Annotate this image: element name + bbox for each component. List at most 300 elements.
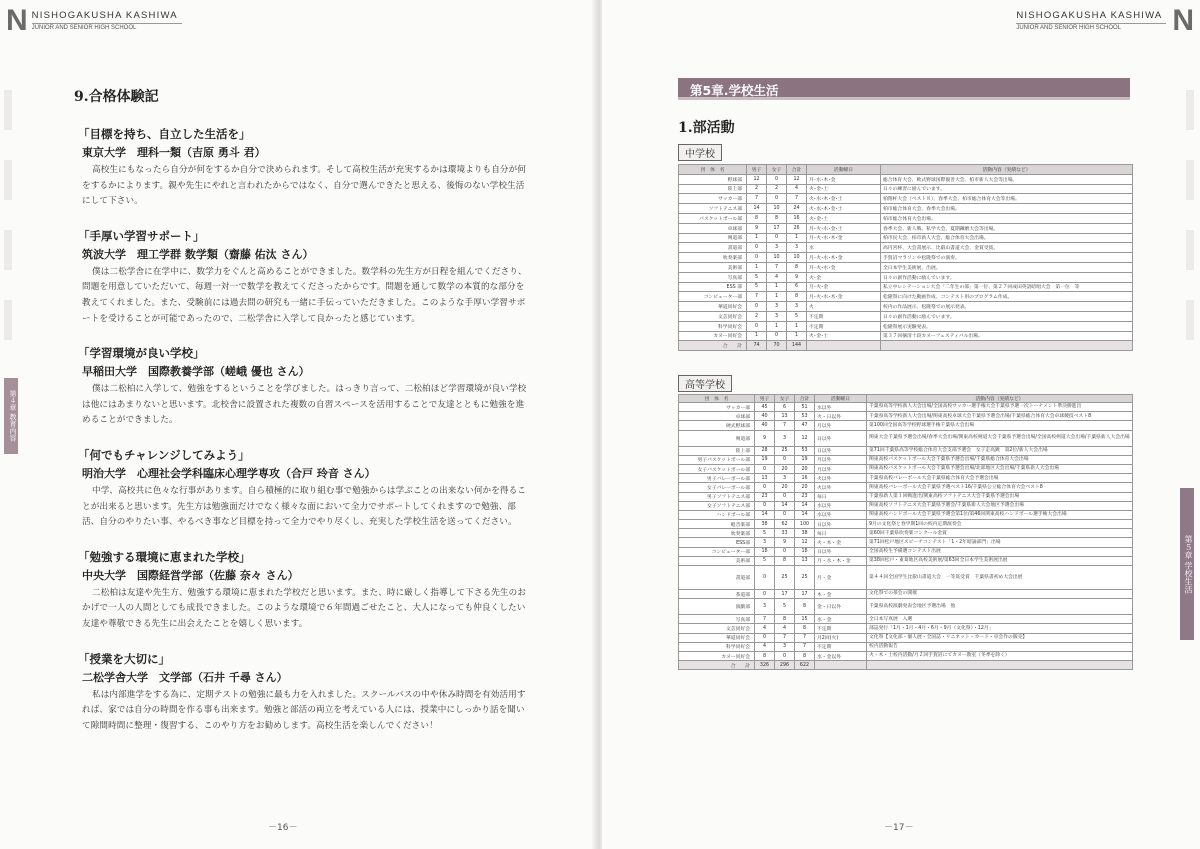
total-cell: 51 [795,403,815,412]
girls-cell: 7 [775,421,795,430]
girls-cell: 4 [767,272,787,282]
activity-cell: 千葉県高等学校新人大会出場/関東高校卓球大会千葉県予選会出場/千葉県総合体育大会卓球競技ベスト8 [867,412,1133,421]
activity-cell: 柏市総合体育大会、春季大会出場。 [881,204,1133,214]
club-name-cell: サッカー部 [679,403,755,412]
activity-cell: 関東高校バスケットボール大会千葉県予選会出場/千葉県総合体育大会出場 [867,455,1133,464]
table-row [679,556,1133,565]
girls-cell: 17 [767,223,787,233]
club-name-cell: カヌー同好会 [679,331,747,341]
club-name-cell: 男子バスケットボール部 [679,455,755,464]
table-row [679,253,1133,263]
girls-cell: 25 [775,446,795,455]
days-cell: 金・日以外 [815,599,867,615]
days-cell: 火・日以外 [815,412,867,421]
boys-cell: 5 [747,272,767,282]
boys-cell: 40 [755,412,775,421]
table-row [679,311,1133,321]
testimonial-body: 中学、高校共に色々な行事があります。自ら積極的に取り組む事で勉強からは学ぶことの出来ない何かを得ることが出来ると思います。先生方は勉強面だけでなく様々な面において全力でサポートしてくれますので勉強、部活、自分のやりたい事、やるべき事など目標を持って全力でやり尽くし、充実した学校生活を送ってください。 [82,485,527,528]
boys-cell: 0 [755,501,775,510]
total-cell: 8 [795,599,815,615]
girls-cell: 1 [767,321,787,331]
girls-cell: 3 [767,302,787,312]
junior-high-club-table [678,164,1133,351]
activity-cell: 部誌発行「1月・1月・4月・6月・9月（文化祭）・12月」 [867,624,1133,633]
faded-index-tabs [4,90,14,370]
activity-cell: 9月の文化祭と春学期1回の校内定期演奏会 [867,520,1133,529]
table-row [679,233,1133,243]
club-name-cell: 吹奏楽部 [679,253,747,263]
total-cell: 7 [795,633,815,642]
club-name-cell: 美術部 [679,262,747,272]
club-name-cell: 合 計 [679,341,747,351]
table-row [679,194,1133,204]
total-cell: 12 [795,538,815,547]
club-name-cell: 書道部 [679,566,755,590]
club-name-cell: 剣道部 [679,233,747,243]
table-row [679,403,1133,412]
girls-cell: 0 [767,174,787,184]
table-row [679,421,1133,430]
testimonial-list [62,126,530,734]
boys-cell: 2 [747,311,767,321]
table-row [679,529,1133,538]
activity-cell: 日々の創作活動に励んでいます。 [881,311,1133,321]
table-row [679,184,1133,194]
testimonial-entry [62,228,530,327]
days-cell: 月･水･木･金 [807,174,881,184]
club-name-cell: 女子バレーボール部 [679,483,755,492]
days-cell [815,661,867,670]
days-cell: 日以外 [815,446,867,455]
total-cell: 3 [787,243,807,253]
total-cell: 24 [787,204,807,214]
testimonial-body: 僕は二松学舎に在学中に、数学力をぐんと高めることができました。数学科の先生方が日程を組んでくださり、問題を用意していただいて、毎週一対一で数学を教えてくださったからです。問題を通して数学の本質的な部分を教えてくれました。また、受験前には過去問の研究も一緒に手伝っていただきました。このような手厚い学習サポートを受けることが可能であったので、二松学舎に入学して良かったと感じています。 [82,266,527,324]
girls-cell: 3 [775,474,795,483]
total-cell: 6 [787,282,807,292]
boys-cell: 45 [755,403,775,412]
activity-cell: 関東高校ソフトテニス大会千葉県予選会/千葉県新人大会地区予選会出場 [867,501,1133,510]
days-cell: 火 [807,302,881,312]
boys-cell: 0 [755,590,775,599]
total-cell: 25 [795,566,815,590]
activity-cell [881,341,1133,351]
activity-cell: 関東高校バスケットボール大会千葉県予選会出場/北部地区大会出場/千葉県新人大会出場 [867,464,1133,473]
girls-cell: 13 [775,412,795,421]
total-cell: 14 [795,501,815,510]
column-header: 活動内容（実績など） [867,395,1133,403]
testimonial-title: 「目標を持ち、自立した生活を」 [78,127,251,141]
total-cell: 38 [795,529,815,538]
club-name-cell: コンピューター部 [679,292,747,302]
school-logo: N [1172,4,1194,37]
activity-cell: 千葉県新人第１回戦進出/関東高校ソフトテニス大会千葉県予選会出場 [867,492,1133,501]
club-name-cell: 卓球部 [679,412,755,421]
activity-cell: 文化祭での茶会の開催 [867,590,1133,599]
club-name-cell: サッカー部 [679,194,747,204]
club-name-cell: ESS部 [679,538,755,547]
girls-cell: 3 [775,642,795,651]
activity-cell: 関東高校ハンドボール大会千葉県予選会第1位/第46回関東高校ハンドボール選手権大会出場 [867,510,1133,519]
table-row [679,566,1133,590]
club-name-cell: 男子ソフトテニス部 [679,492,755,501]
testimonial-author: 東京大学 理科一類（吉原 勇斗 君） [82,146,266,159]
table-row [679,520,1133,529]
section-title: 9.合格体験記 [74,89,159,105]
total-cell: 17 [795,590,815,599]
testimonial-author: 中央大学 国際経営学部（佐藤 奈々 さん） [82,568,299,582]
girls-cell: 3 [767,311,787,321]
activity-cell: 松隆祭展示実験発表。 [881,321,1133,331]
boys-cell: 326 [755,661,775,670]
days-cell: 火･金 [807,272,881,282]
days-cell: 月･火･金 [807,282,881,292]
table-row [679,412,1133,421]
days-cell: 月･火･水･木･金 [807,253,881,263]
testimonial-title: 「手厚い学習サポート」 [78,228,205,243]
total-cell: 13 [795,556,815,565]
days-cell: 毎日 [815,529,867,538]
days-cell: 水 [807,243,881,253]
girls-cell: 70 [767,341,787,351]
school-name: NISHOGAKUSHA KASHIWA [1016,10,1163,21]
girls-cell: 0 [767,233,787,243]
club-name-cell: 女子バスケットボール部 [679,464,755,473]
activity-cell: 校内活動報告 [867,642,1133,651]
girls-cell: 0 [775,492,795,501]
boys-cell: 1 [747,331,767,341]
testimonial-title: 「授業を大切に」 [78,651,170,666]
days-cell: 火以外 [815,483,867,492]
total-cell: 144 [787,341,807,351]
days-cell: 月以外 [815,464,867,473]
boys-cell: 1 [747,262,767,272]
testimonials-section [62,86,530,752]
activity-cell: 総合体育大会、軟式野球国際親善大会、柏市新人大会等出場。 [881,174,1133,184]
club-name-cell: 剣道部 [679,430,755,446]
table-row [679,538,1133,547]
boys-cell: 0 [755,633,775,642]
club-name-cell: 軽音楽部 [679,520,755,529]
table-row [679,492,1133,501]
table-row [679,624,1133,633]
activity-cell: 松隆祭に向けた動画作成、コンテスト用のプログラム作成。 [881,292,1133,302]
boys-cell: 74 [747,341,767,351]
boys-cell: 7 [747,292,767,302]
total-cell: 4 [787,184,807,194]
activity-cell: 手賀沼マラソンや松隆祭での演奏。 [881,253,1133,263]
school-header-left [6,6,182,36]
girls-cell: 20 [775,464,795,473]
club-name-cell: バスケットボール部 [679,213,747,223]
girls-cell: 62 [775,520,795,529]
club-name-cell: 美術部 [679,556,755,565]
table-row [679,243,1133,253]
table-row [679,455,1133,464]
boys-cell: 1 [747,233,767,243]
table-row [679,321,1133,331]
club-name-cell: ハンドボール部 [679,510,755,519]
total-cell: 12 [787,174,807,184]
table-row [679,446,1133,455]
testimonial-body: 二松柏は友達や先生方、勉強する環境に恵まれた学校だと思います。また、時に厳しく指導して下さる先生のおかげで一人の人間としても成長できました。このような環境で６年間過ごせたこと、大人になっても仲良くしたい友達や尊敬できる先生に出会えたことを嬉しく思います。 [82,587,527,629]
school-subtitle: JUNIOR AND SENIOR HIGH SCHOOL [32,23,182,31]
column-header: 合計 [795,395,815,403]
girls-cell: 0 [775,547,795,556]
activity-cell [867,661,1133,670]
girls-cell: 0 [775,510,795,519]
table-row [679,483,1133,492]
total-cell: 26 [787,223,807,233]
chapter-side-tab: 第５章 学校生活 [1180,488,1194,640]
boys-cell: 0 [747,302,767,312]
page-number: －17－ [884,823,914,833]
boys-cell: 5 [755,556,775,565]
days-cell: 月･火･水･木･金 [807,233,881,243]
activity-cell: 第４４回全国学生比叡山書道大会 一等賞受賞 千葉県書初め大会出展 [867,566,1133,590]
boys-cell: 12 [747,174,767,184]
days-cell: 月･火･水･金 [807,262,881,272]
column-header: 団 体 名 [679,395,755,403]
activity-cell: 千葉県高校バレーボール大会千葉県総合体育大会予選会出場 [867,474,1133,483]
club-name-cell: 卓球部 [679,223,747,233]
boys-cell: 23 [755,492,775,501]
club-name-cell: 写真部 [679,615,755,624]
days-cell: 月以外 [815,421,867,430]
total-cell: 15 [795,615,815,624]
total-row [679,661,1133,670]
activity-cell: 火・木・土校内活動/月２回手賀沼にてカヌー教室（冬季を除く） [867,651,1133,660]
club-name-cell: 女子ソフトテニス部 [679,501,755,510]
table-row [679,174,1133,184]
girls-cell: 33 [775,529,795,538]
boys-cell: 0 [747,243,767,253]
activity-cell: 日々の練習に励んでいます。 [881,184,1133,194]
column-header: 男子 [747,165,767,175]
boys-cell: 0 [755,464,775,473]
days-cell: 月以外 [815,455,867,464]
table-row [679,642,1133,651]
table-row [679,262,1133,272]
total-cell: 16 [787,213,807,223]
girls-cell: 5 [775,599,795,615]
junior-high-label: 中学校 [678,144,722,161]
club-name-cell: 写真部 [679,272,747,282]
testimonial-title: 「学習環境が良い学校」 [78,346,205,361]
table-row [679,615,1133,624]
table-row [679,223,1133,233]
club-name-cell: カヌー同好会 [679,651,755,660]
testimonial-title: 「勉強する環境に恵まれた学校」 [78,549,251,564]
girls-cell: 8 [767,213,787,223]
activity-cell: 校内の作品展示、松隆祭での展示発表。 [881,302,1133,312]
club-name-cell: 科学同好会 [679,642,755,651]
days-cell: 水以外 [815,510,867,519]
column-header: 活動曜日 [807,165,881,175]
school-name: NISHOGAKUSHA KASHIWA [31,10,178,21]
girls-cell: 7 [767,262,787,272]
total-cell: 622 [795,661,815,670]
school-logo: N [6,4,28,37]
days-cell: 水・金 [815,615,867,624]
column-header: 団 体 名 [679,165,747,175]
boys-cell: 38 [755,520,775,529]
girls-cell: 4 [775,624,795,633]
boys-cell: 7 [747,194,767,204]
total-cell: 18 [795,547,815,556]
boys-cell: 0 [747,321,767,331]
total-cell: 1 [787,321,807,331]
days-cell: 月2回(火) [815,633,867,642]
girls-cell: 296 [775,661,795,670]
girls-cell: 7 [775,633,795,642]
girls-cell: 8 [775,556,795,565]
club-name-cell: 文芸同好会 [679,311,747,321]
column-header: 合計 [787,165,807,175]
days-cell: 木・金 [815,590,867,599]
activity-cell: 千葉県高校演劇発表会地区予選出場 他 [867,599,1133,615]
table-row [679,501,1133,510]
boys-cell: 28 [755,446,775,455]
girls-cell: 0 [767,194,787,204]
column-header: 活動内容（実績など） [881,165,1133,175]
total-cell: 14 [795,510,815,519]
days-cell: 月･火･水･金･土 [807,223,881,233]
table-row [679,474,1133,483]
boys-cell: 4 [755,642,775,651]
boys-cell: 5 [747,282,767,292]
boys-cell: 0 [755,483,775,492]
table-row [679,272,1133,282]
activity-cell: 第71回千葉県高等学校総合体育大会支部予選会 女子走高跳 第2位/新人大会出場 [867,446,1133,455]
club-name-cell: 文芸同好会 [679,624,755,633]
column-header: 活動曜日 [815,395,867,403]
total-cell: 8 [787,292,807,302]
table-row [679,331,1133,341]
chapter-side-tab: 第４章 教育内容 [4,378,18,454]
girls-cell: 20 [775,483,795,492]
club-name-cell: 男子バレーボール部 [679,474,755,483]
girls-cell: 0 [767,331,787,341]
table-row [679,590,1133,599]
days-cell: 火･水･木･金･土 [807,204,881,214]
activity-cell: 全国高校生予備選コンテスト出展 [867,547,1133,556]
days-cell: 不定期 [807,321,881,331]
table-row [679,292,1133,302]
total-cell: 10 [787,253,807,263]
girls-cell: 0 [775,455,795,464]
total-cell: 8 [787,262,807,272]
total-cell: 3 [787,302,807,312]
club-name-cell: 陸上部 [679,184,747,194]
testimonial-body: 私は内部進学をする為に、定期テストの勉強に最も力を入れました。スクールバスの中や休み時間を有効活用すれば、家では自分の時間を作る事も出来ます。勉強と部活の両立を考えている人には、授業中にしっかり話を聞いて隙間時間に整理・復習する、このやり方をお勧めします。高校生活を楽しんでください！ [82,689,526,731]
days-cell: 火以外 [815,474,867,483]
total-row [679,341,1133,351]
club-name-cell: ソフトテニス部 [679,204,747,214]
school-subtitle: JUNIOR AND SENIOR HIGH SCHOOL [1016,23,1166,31]
total-cell: 23 [795,492,815,501]
table-row [679,213,1133,223]
activity-cell: 春季大会、新人戦、私学大会、夏期錬磨大会等出場。 [881,223,1133,233]
boys-cell: 14 [747,204,767,214]
total-cell: 20 [795,464,815,473]
club-name-cell: コンピューター部 [679,547,755,556]
boys-cell: 0 [747,253,767,263]
boys-cell: 8 [747,213,767,223]
girls-cell: 25 [775,566,795,590]
activity-cell: 文化祭【文化部・個人展・全国誌・リニネット・カード・卓会作の販売】 [867,633,1133,642]
activity-cell: 関東高校バレーボール大会千葉県予選ベスト16/千葉県公立総合体育大会ベスト8 [867,483,1133,492]
total-cell: 7 [787,194,807,204]
high-school-label: 高等学校 [678,375,732,392]
table-row [679,430,1133,446]
club-name-cell: 華道同好会 [679,633,755,642]
page-number: －16－ [268,823,298,833]
girls-cell: 6 [775,403,795,412]
activity-cell: 第38回松戸・東葛地区高校美術展/第63回全日本学生美術展出展 [867,556,1133,565]
total-cell: 8 [795,651,815,660]
activity-cell: 柏翔杯大会（ベスト８）、春季大会、柏市総合体育大会等出場。 [881,194,1133,204]
total-cell: 53 [795,412,815,421]
club-name-cell: 野球部 [679,174,747,184]
activity-cell: 日々の創作活動に励んでいます。 [881,272,1133,282]
total-cell: 16 [795,474,815,483]
days-cell: 日以外 [815,430,867,446]
activity-cell: 全日本写真展 入選 [867,615,1133,624]
activity-cell: 柏市民大会、柏市新人大会、総合体育大会出場。 [881,233,1133,243]
testimonial-entry [62,126,530,210]
days-cell: 水以外 [815,403,867,412]
days-cell: 水以外 [815,501,867,510]
total-cell: 1 [787,331,807,341]
club-name-cell: ESS 部 [679,282,747,292]
table-row [679,282,1133,292]
days-cell: 不定期 [815,624,867,633]
club-name-cell: 硬式野球部 [679,421,755,430]
girls-cell: 10 [767,204,787,214]
club-name-cell: 演劇部 [679,599,755,615]
activity-cell: 第３７回摘清十段カヌーフェスティバル出場。 [881,331,1133,341]
table-row [679,302,1133,312]
club-name-cell: 華道同好会 [679,302,747,312]
table-row [679,599,1133,615]
table-row [679,547,1133,556]
boys-cell: 18 [755,547,775,556]
days-cell: 不定期 [807,311,881,321]
days-cell: 日以外 [815,547,867,556]
girls-cell: 14 [775,501,795,510]
testimonial-body: 高校生にもなったら自分が何をするか自分で決められます。そして高校生活が充実するかは環境よりも自分が何をするかによります。親や先生にやれと言われたからではなく、自分で選んできたと思える、後悔のない学校生活にして下さい。 [82,165,527,207]
high-school-club-table [678,394,1133,670]
activity-cell: 全日本学生美術展、出展。 [881,262,1133,272]
boys-cell: 5 [755,529,775,538]
school-header-right [1016,6,1194,36]
boys-cell: 13 [755,474,775,483]
club-name-cell: 陸上部 [679,446,755,455]
activity-cell: 第60回千葉県吹奏楽コンクール金賞 [867,529,1133,538]
days-cell: 不定期 [815,642,867,651]
boys-cell: 4 [755,624,775,633]
girls-cell: 10 [767,253,787,263]
girls-cell: 3 [775,430,795,446]
club-name-cell: 書道部 [679,243,747,253]
boys-cell: 19 [755,455,775,464]
boys-cell: 2 [747,184,767,194]
activity-cell: 千葉県高等学校新人大会出場/全国高校サッカー選手権大会千葉県予選一次トーナメント準決勝進出 [867,403,1133,412]
testimonial-author: 筑波大学 理工学群 数学類（齋藤 佑汰 さん） [82,247,314,261]
boys-cell: 9 [755,430,775,446]
boys-cell: 14 [755,510,775,519]
activity-cell: 私立中レシテーション大会「二年生の部」第一位、第２７回成田英語暗唱大会 第一位 等 [881,282,1133,292]
